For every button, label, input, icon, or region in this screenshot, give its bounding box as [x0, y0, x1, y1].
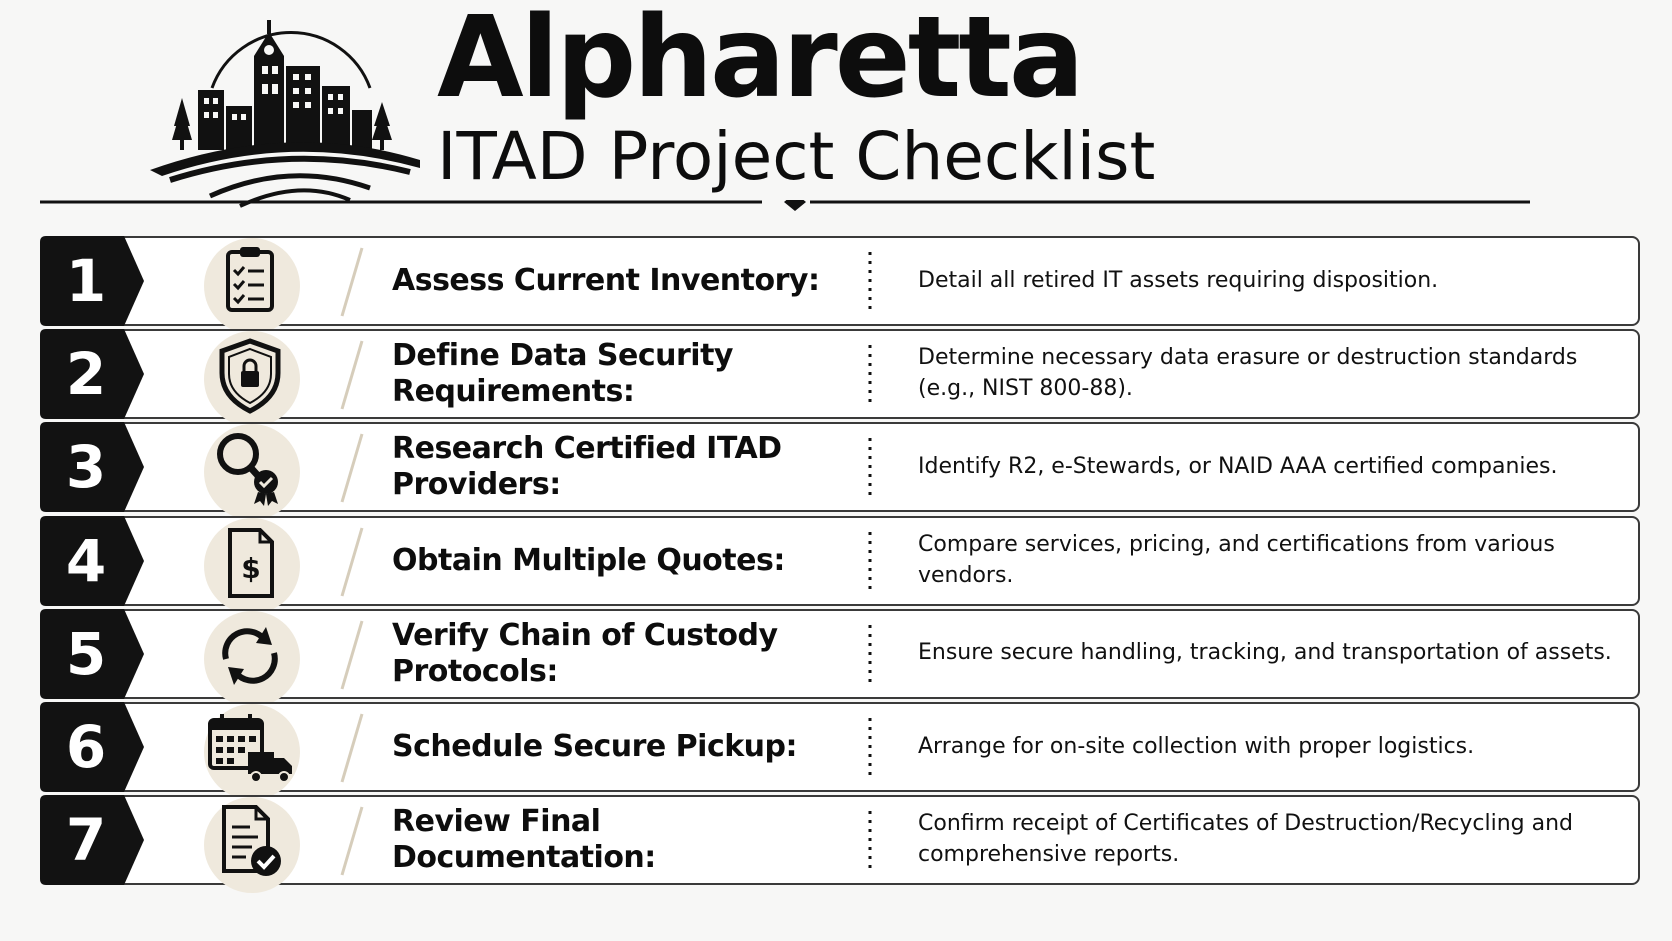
list-item — [40, 609, 1640, 699]
step-description: Determine necessary data erasure or destruction standards (e.g., NIST 800-88). — [918, 345, 1578, 402]
list-item — [40, 516, 1640, 606]
step-description: Compare services, pricing, and certifications from various vendors. — [918, 531, 1555, 588]
slash-divider — [332, 339, 372, 411]
dotted-separator — [867, 530, 873, 594]
svg-text:$: $ — [241, 551, 261, 585]
list-item — [40, 236, 1640, 326]
slash-divider — [332, 246, 372, 318]
step-number: 4 — [65, 526, 107, 595]
step-number: 6 — [65, 713, 107, 781]
clipboard-checklist-icon — [200, 238, 300, 324]
slash-divider — [332, 432, 372, 504]
slash-divider — [332, 526, 372, 598]
step-task: Research Certified ITAD Providers: — [392, 431, 782, 503]
header — [0, 0, 1672, 225]
page-subtitle: ITAD Project Checklist — [437, 118, 1156, 195]
dotted-separator — [867, 623, 873, 687]
document-check-icon — [200, 797, 300, 883]
step-description: Identify R2, e-Stewards, or NAID AAA certified companies. — [918, 453, 1558, 479]
step-description: Confirm receipt of Certificates of Destruction/Recycling and comprehensive reports. — [918, 811, 1574, 868]
city-skyline-logo-icon — [150, 10, 430, 210]
shield-lock-icon — [200, 331, 300, 417]
step-number: 2 — [65, 340, 107, 409]
step-task: Define Data Security Requirements: — [392, 338, 733, 410]
step-task: Verify Chain of Custody Protocols: — [392, 617, 778, 689]
step-task: Obtain Multiple Quotes: — [392, 542, 785, 578]
step-number: 1 — [65, 247, 107, 315]
step-number: 7 — [65, 806, 107, 875]
slash-divider — [332, 805, 372, 877]
step-number: 5 — [65, 619, 107, 688]
step-task: Schedule Secure Pickup: — [392, 729, 798, 764]
slash-divider — [332, 619, 372, 691]
step-number: 3 — [65, 433, 107, 502]
step-description: Arrange for on-site collection with proper logistics. — [918, 733, 1475, 759]
list-item — [40, 702, 1640, 792]
step-description: Detail all retired IT assets requiring disposition. — [918, 267, 1439, 293]
step-task: Review Final Documentation: — [392, 804, 656, 876]
cycle-arrows-icon — [200, 611, 300, 697]
dotted-separator — [867, 250, 873, 314]
slash-divider — [332, 712, 372, 784]
step-task: Assess Current Inventory: — [392, 263, 820, 298]
step-description: Ensure secure handling, tracking, and transportation of assets. — [918, 640, 1612, 666]
dotted-separator — [867, 343, 873, 407]
list-item — [40, 422, 1640, 512]
dotted-separator — [867, 716, 873, 780]
list-item — [40, 329, 1640, 419]
document-dollar-icon — [200, 518, 300, 604]
dotted-separator — [867, 436, 873, 500]
list-item — [40, 795, 1640, 885]
dotted-separator — [867, 809, 873, 873]
calendar-truck-icon — [200, 704, 300, 790]
search-certified-icon — [200, 424, 300, 510]
page-title: Alpharetta — [437, 0, 1082, 123]
header-divider — [40, 200, 1640, 230]
